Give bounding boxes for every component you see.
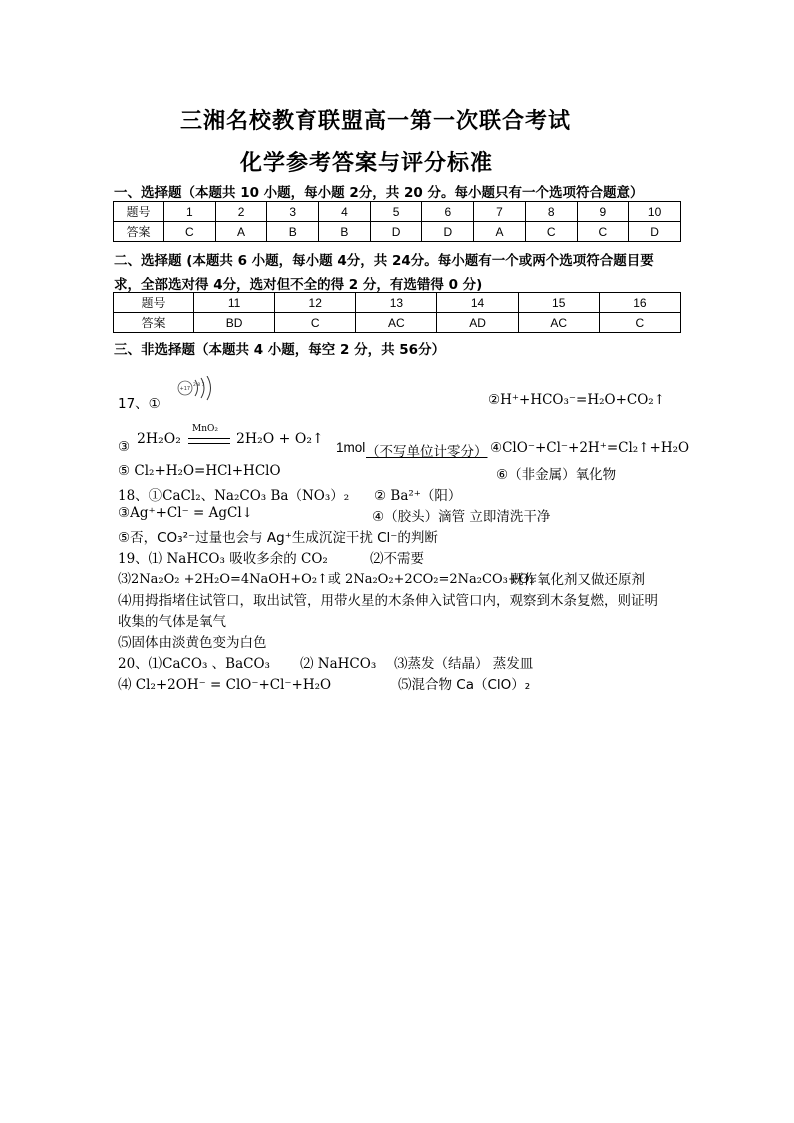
question-number: 11	[194, 293, 275, 313]
q20-answer-5: ⑸混合物 Ca（ClO）₂	[398, 677, 531, 693]
answer-cell: D	[370, 222, 422, 242]
question-number: 9	[577, 202, 629, 222]
answer-cell: B	[267, 222, 319, 242]
table-row-answers	[114, 222, 681, 242]
question-number: 14	[437, 293, 518, 313]
q17-answer-4: ④ClO⁻+Cl⁻+2H⁺=Cl₂↑+H₂O	[490, 440, 690, 456]
answer-cell: D	[629, 222, 681, 242]
answer-cell: D	[422, 222, 474, 242]
q19-answer-4-line2: 收集的气体是氧气	[118, 614, 226, 630]
question-number: 2	[215, 202, 267, 222]
answer-cell: C	[599, 313, 680, 333]
section1-heading: 一、选择题（本题共 10 小题，每小题 2分，共 20 分。每小题只有一个选项符合题意）	[114, 185, 644, 201]
q17-answer-3-mol: 1mol	[336, 440, 366, 455]
question-number: 4	[319, 202, 371, 222]
q18-answer-3: ③Ag⁺+Cl⁻ = AgCl↓	[118, 505, 253, 521]
question-number: 1	[164, 202, 216, 222]
q18-answer-2: ② Ba²⁺（阳）	[374, 488, 462, 504]
q17-answer-6: ⑥（非金属）氧化物	[496, 467, 617, 483]
section3-heading: 三、非选择题（本题共 4 小题，每空 2 分，共 56分）	[114, 342, 446, 358]
q17-answer-3-note: （不写单位计零分）	[366, 444, 488, 460]
q17-answer-2: ②H⁺+HCO₃⁻=H₂O+CO₂↑	[488, 392, 666, 408]
q18-answer-4: ④（胶头）滴管 立即清洗干净	[372, 509, 551, 525]
question-number: 7	[474, 202, 526, 222]
document-subtitle: 化学参考答案与评分标准	[240, 151, 494, 176]
question-number: 13	[356, 293, 437, 313]
q19-answer-5: ⑸固体由淡黄色变为白色	[118, 635, 267, 651]
answer-cell: AC	[518, 313, 599, 333]
answer-cell: AC	[356, 313, 437, 333]
q17-answer-3-num: ③	[118, 439, 131, 455]
answer-cell: C	[525, 222, 577, 242]
section2-heading-line1: 二、选择题 (本题共 6 小题，每小题 4分，共 24分。每小题有一个或两个选项符合题目要	[114, 253, 654, 269]
section2-answer-table	[113, 292, 681, 333]
q19-answer-2: ⑵不需要	[370, 551, 424, 567]
q18-answer-5: ⑤否，CO₃²⁻过量也会与 Ag⁺生成沉淀干扰 Cl⁻的判断	[118, 530, 438, 546]
table-row-questions	[114, 202, 681, 222]
document-title: 三湘名校教育联盟高一第一次联合考试	[180, 109, 572, 134]
question-number: 3	[267, 202, 319, 222]
question-number: 6	[422, 202, 474, 222]
question-number: 5	[370, 202, 422, 222]
answer-cell: C	[164, 222, 216, 242]
q20-answer-1: 20、⑴CaCO₃ 、BaCO₃	[118, 656, 270, 672]
q17-answer-5: ⑤ Cl₂+H₂O=HCl+HClO	[118, 463, 281, 479]
row-label-questions: 题号	[114, 293, 194, 313]
question-number: 12	[275, 293, 356, 313]
atom-nucleus: +17	[179, 386, 191, 392]
question-number: 15	[518, 293, 599, 313]
q17-equation-left: 2H₂O₂	[137, 431, 181, 447]
q19-answer-4-line1: ⑷用拇指堵住试管口，取出试管，用带火星的木条伸入试管口内，观察到木条复燃，则证明	[118, 593, 658, 609]
q19-answer-3-role: 既作氧化剂又做还原剂	[510, 572, 645, 588]
q18-answer-1: 18、①CaCl₂、Na₂CO₃ Ba（NO₃）₂	[118, 488, 350, 504]
row-label-answers: 答案	[114, 222, 164, 242]
section1-answer-table	[113, 201, 681, 242]
q17-label: 17、①	[118, 396, 161, 412]
question-number: 16	[599, 293, 680, 313]
q19-answer-3: ⑶2Na₂O₂ +2H₂O=4NaOH+O₂↑或 2Na₂O₂+2CO₂=2Na₂CO₃+O₂	[118, 572, 535, 587]
answer-cell: C	[577, 222, 629, 242]
table-row-answers	[114, 313, 681, 333]
question-number: 10	[629, 202, 681, 222]
answer-cell: C	[275, 313, 356, 333]
reaction-arrow-icon	[188, 438, 230, 444]
answer-cell: A	[215, 222, 267, 242]
answer-cell: B	[319, 222, 371, 242]
atom-shell-electrons: 2 8 7	[193, 383, 205, 388]
answer-cell: A	[474, 222, 526, 242]
section2-heading-line2: 求，全部选对得 4分，选对但不全的得 2 分，有选错得 0 分)	[114, 277, 483, 293]
question-number: 8	[525, 202, 577, 222]
answer-cell: BD	[194, 313, 275, 333]
q19-answer-1: 19、⑴ NaHCO₃ 吸收多余的 CO₂	[118, 551, 328, 567]
atom-structure-diagram	[174, 376, 218, 410]
q17-catalyst: MnO₂	[192, 424, 218, 434]
q20-answer-2: ⑵ NaHCO₃	[300, 656, 377, 672]
row-label-questions: 题号	[114, 202, 164, 222]
table-row-questions	[114, 293, 681, 313]
q20-answer-3: ⑶蒸发（结晶） 蒸发皿	[394, 656, 534, 672]
answer-cell: AD	[437, 313, 518, 333]
q17-equation-right: 2H₂O + O₂↑	[236, 431, 324, 447]
q20-answer-4: ⑷ Cl₂+2OH⁻ = ClO⁻+Cl⁻+H₂O	[118, 677, 332, 693]
row-label-answers: 答案	[114, 313, 194, 333]
